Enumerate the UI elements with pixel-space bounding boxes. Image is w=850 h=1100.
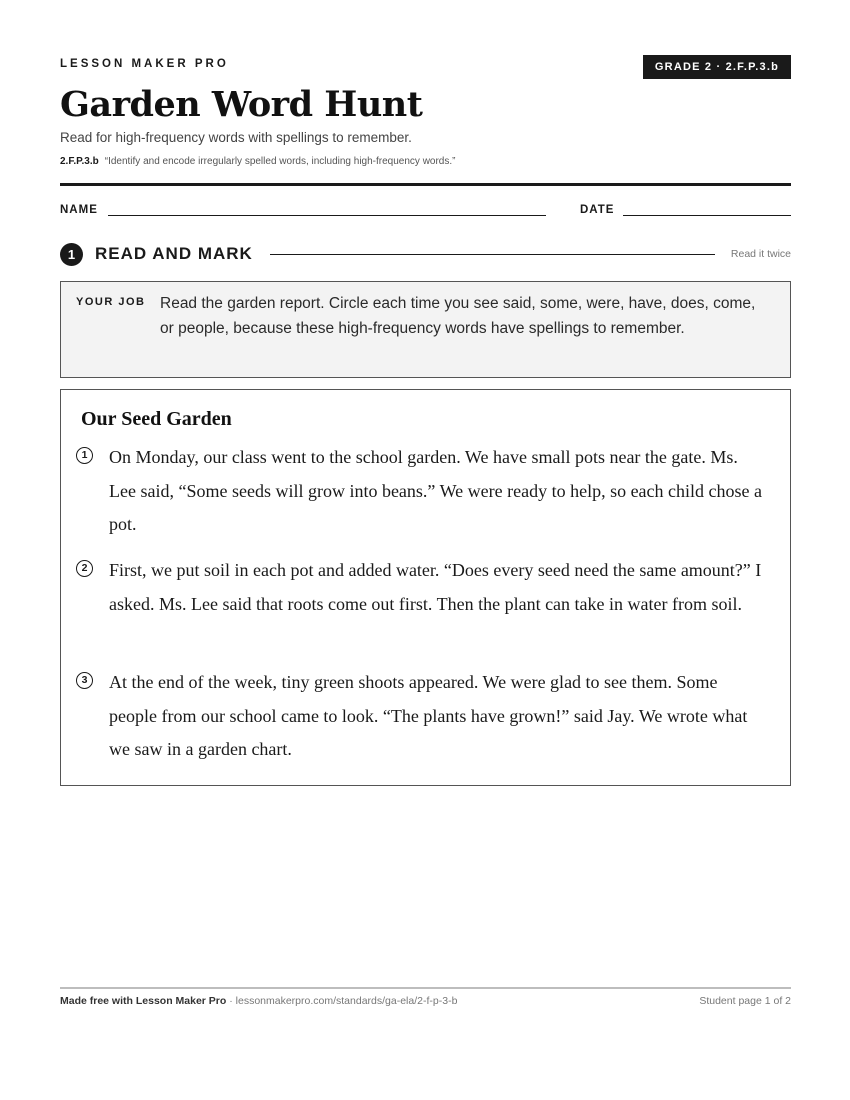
section-number-badge: 1 xyxy=(60,243,83,266)
brand-name: LESSON MAKER PRO xyxy=(60,58,229,70)
header-divider xyxy=(60,183,791,186)
instructions-box xyxy=(60,281,791,378)
paragraph-text: On Monday, our class went to the school garden. We have small pots near the gate. Ms. Lee said, “Some seeds will grow into beans.” We were ready to help, so each child chose a pot. xyxy=(109,447,763,534)
name-field[interactable] xyxy=(108,215,546,216)
standard-description: “Identify and encode irregularly spelled words, including high-frequency words.” xyxy=(104,156,456,167)
section-divider xyxy=(270,254,715,255)
instructions-label: YOUR JOB xyxy=(76,296,146,308)
date-label: DATE xyxy=(580,204,615,216)
name-label: NAME xyxy=(60,204,98,216)
paragraph-text: First, we put soil in each pot and added water. “Does every seed need the same amount?” I asked. Ms. Lee said that roots come out first. Then the plant can take in water from soil. xyxy=(109,560,762,614)
footer-divider xyxy=(60,987,791,989)
grade-badge: GRADE 2 · 2.F.P.3.b xyxy=(643,55,791,79)
page-subtitle: Read for high-frequency words with spellings to remember. xyxy=(60,130,412,145)
footer-url[interactable]: · lessonmakerpro.com/standards/ga-ela/2-f-p-3-b xyxy=(226,995,458,1007)
paragraph-number-icon: 3 xyxy=(76,672,93,689)
footer-made-with: Made free with Lesson Maker Pro xyxy=(60,995,227,1007)
section-title: READ AND MARK xyxy=(95,244,253,263)
passage-title: Our Seed Garden xyxy=(81,408,232,430)
date-field[interactable] xyxy=(623,215,791,216)
standard-code: 2.F.P.3.b xyxy=(60,156,99,167)
paragraph-text: At the end of the week, tiny green shoots appeared. We were glad to see them. Some people from our school came to look. “The plants have grown!” said Jay. We wrote what we saw in a garden chart. xyxy=(109,672,748,759)
section-hint: Read it twice xyxy=(730,248,791,260)
worksheet-page xyxy=(60,0,791,1100)
footer-credit xyxy=(60,995,457,1007)
reading-passage xyxy=(60,389,791,786)
footer-page-number: Student page 1 of 2 xyxy=(699,995,791,1007)
page-title: Garden Word Hunt xyxy=(60,84,423,125)
paragraph-number-icon: 1 xyxy=(76,447,93,464)
paragraph-number-icon: 2 xyxy=(76,560,93,577)
standard-line xyxy=(60,156,455,167)
instructions-text: Read the garden report. Circle each time you see said, some, were, have, does, come, or people, because these high-frequency words have spellings to remember. xyxy=(160,295,756,337)
